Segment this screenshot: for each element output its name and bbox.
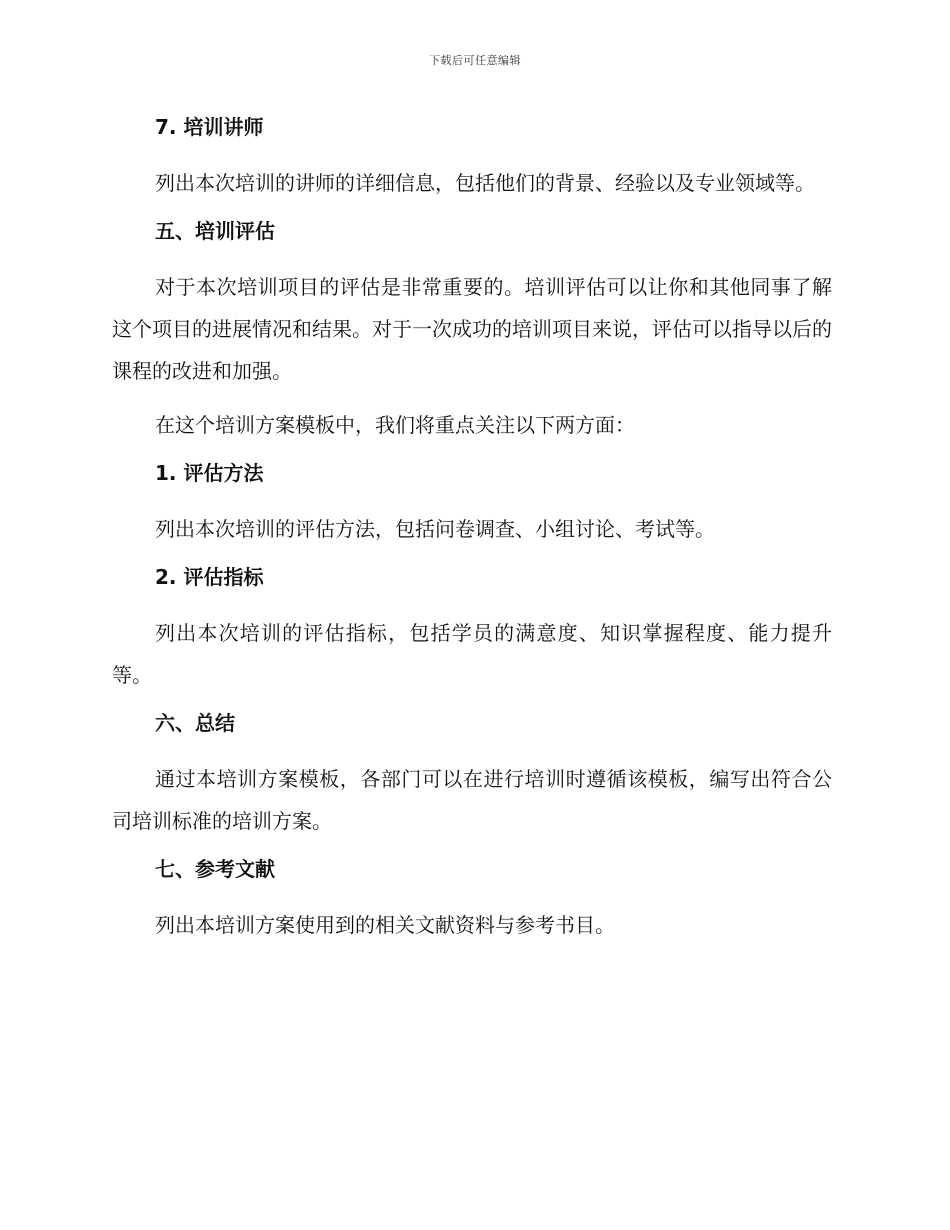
section-heading-trainer: 7. 培训讲师 xyxy=(155,115,264,139)
paragraph-summary: 通过本培训方案模板，各部门可以在进行培训时遵循该模板，编写出符合公司培训标准的培训方案。 xyxy=(112,767,832,833)
section-heading-summary: 六、总结 xyxy=(155,711,235,735)
section-heading-evaluation: 五、培训评估 xyxy=(155,219,275,243)
page-header: 下载后可任意编辑 xyxy=(429,54,521,67)
paragraph-evaluation-indicator: 列出本次培训的评估指标，包括学员的满意度、知识掌握程度、能力提升等。 xyxy=(112,621,832,687)
paragraph-evaluation-focus: 在这个培训方案模板中，我们将重点关注以下两方面： xyxy=(155,413,635,437)
document-body xyxy=(112,112,832,958)
paragraph-evaluation-method: 列出本次培训的评估方法，包括问卷调查、小组讨论、考试等。 xyxy=(155,517,715,541)
section-heading-evaluation-indicator: 2. 评估指标 xyxy=(155,565,264,589)
section-heading-references: 七、参考文献 xyxy=(155,857,275,881)
section-heading-evaluation-method: 1. 评估方法 xyxy=(155,461,264,485)
paragraph-evaluation-importance: 对于本次培训项目的评估是非常重要的。培训评估可以让你和其他同事了解这个项目的进展情况和结果。对于一次成功的培训项目来说，评估可以指导以后的课程的改进和加强。 xyxy=(112,275,832,383)
paragraph-references: 列出本培训方案使用到的相关文献资料与参考书目。 xyxy=(155,913,615,937)
paragraph-trainer: 列出本次培训的讲师的详细信息，包括他们的背景、经验以及专业领域等。 xyxy=(155,171,815,195)
